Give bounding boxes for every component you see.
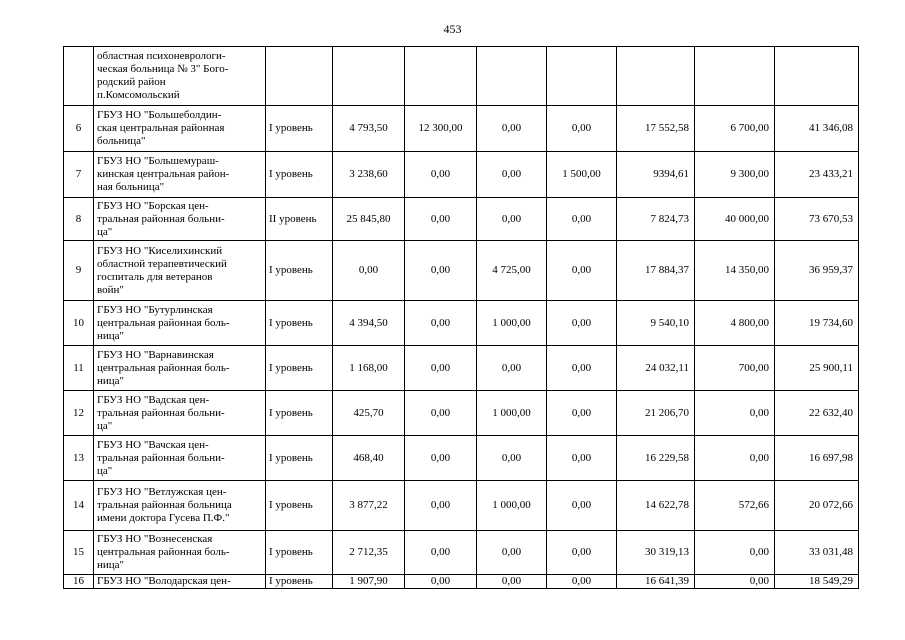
value-cell: 1 000,00: [477, 481, 547, 531]
level-cell: [266, 47, 333, 106]
table-row: [64, 47, 859, 106]
value-cell: 0,00: [477, 436, 547, 481]
value-cell: 33 031,48: [775, 531, 859, 575]
value-cell: 41 346,08: [775, 106, 859, 152]
value-cell: 9 300,00: [695, 152, 775, 198]
value-cell: 468,40: [333, 436, 405, 481]
value-cell: 19 734,60: [775, 301, 859, 346]
value-cell: 14 350,00: [695, 241, 775, 301]
value-cell: 4 800,00: [695, 301, 775, 346]
value-cell: 700,00: [695, 346, 775, 391]
value-cell: 17 552,58: [617, 106, 695, 152]
row-number-cell: 13: [64, 436, 94, 481]
table-row: [64, 346, 859, 391]
value-cell: [547, 47, 617, 106]
value-cell: 7 824,73: [617, 198, 695, 241]
value-cell: 0,00: [547, 198, 617, 241]
value-cell: 0,00: [477, 531, 547, 575]
value-cell: 0,00: [405, 301, 477, 346]
table-row: [64, 198, 859, 241]
level-cell: I уровень: [266, 346, 333, 391]
value-cell: 0,00: [695, 436, 775, 481]
level-cell: I уровень: [266, 436, 333, 481]
row-number-cell: 9: [64, 241, 94, 301]
hospital-funding-table: [63, 46, 859, 589]
level-cell: I уровень: [266, 241, 333, 301]
value-cell: [405, 47, 477, 106]
institution-name-cell: ГБУЗ НО "Киселихинский областной терапевтический госпиталь для ветеранов войн": [94, 241, 266, 301]
value-cell: 0,00: [547, 531, 617, 575]
level-cell: I уровень: [266, 391, 333, 436]
table-row: [64, 436, 859, 481]
value-cell: 0,00: [477, 346, 547, 391]
value-cell: 73 670,53: [775, 198, 859, 241]
value-cell: [695, 47, 775, 106]
level-cell: I уровень: [266, 301, 333, 346]
value-cell: 0,00: [695, 391, 775, 436]
value-cell: 12 300,00: [405, 106, 477, 152]
value-cell: 0,00: [477, 575, 547, 589]
table-row: [64, 575, 859, 589]
row-number-cell: 16: [64, 575, 94, 589]
row-number-cell: 7: [64, 152, 94, 198]
value-cell: 425,70: [333, 391, 405, 436]
value-cell: 0,00: [405, 575, 477, 589]
row-number-cell: 15: [64, 531, 94, 575]
institution-name-cell: ГБУЗ НО "Варнавинская центральная районная боль- ница": [94, 346, 266, 391]
institution-name-cell: областная психоневрологи- ческая больница № 3" Бого- родский район п.Комсомольский: [94, 47, 266, 106]
row-number-cell: 14: [64, 481, 94, 531]
value-cell: 0,00: [477, 106, 547, 152]
row-number-cell: 8: [64, 198, 94, 241]
level-cell: I уровень: [266, 531, 333, 575]
value-cell: [775, 47, 859, 106]
value-cell: 16 697,98: [775, 436, 859, 481]
value-cell: 2 712,35: [333, 531, 405, 575]
value-cell: 0,00: [547, 106, 617, 152]
value-cell: 1 500,00: [547, 152, 617, 198]
table-row: [64, 391, 859, 436]
value-cell: 0,00: [547, 481, 617, 531]
value-cell: 0,00: [405, 391, 477, 436]
value-cell: 4 793,50: [333, 106, 405, 152]
institution-name-cell: ГБУЗ НО "Большеболдин- ская центральная районная больница": [94, 106, 266, 152]
value-cell: 0,00: [547, 241, 617, 301]
value-cell: 17 884,37: [617, 241, 695, 301]
value-cell: 1 907,90: [333, 575, 405, 589]
value-cell: 0,00: [333, 241, 405, 301]
value-cell: 0,00: [547, 436, 617, 481]
value-cell: 0,00: [547, 301, 617, 346]
value-cell: 0,00: [477, 198, 547, 241]
value-cell: 0,00: [547, 391, 617, 436]
value-cell: 21 206,70: [617, 391, 695, 436]
value-cell: 0,00: [405, 241, 477, 301]
institution-name-cell: ГБУЗ НО "Ветлужская цен- тральная районная больница имени доктора Гусева П.Ф.": [94, 481, 266, 531]
value-cell: [477, 47, 547, 106]
value-cell: 40 000,00: [695, 198, 775, 241]
level-cell: I уровень: [266, 575, 333, 589]
institution-name-cell: ГБУЗ НО "Борская цен- тральная районная больни- ца": [94, 198, 266, 241]
table-row: [64, 152, 859, 198]
level-cell: I уровень: [266, 152, 333, 198]
table-row: [64, 301, 859, 346]
level-cell: I уровень: [266, 481, 333, 531]
value-cell: 24 032,11: [617, 346, 695, 391]
value-cell: [333, 47, 405, 106]
table-row: [64, 106, 859, 152]
value-cell: 3 238,60: [333, 152, 405, 198]
value-cell: 25 845,80: [333, 198, 405, 241]
value-cell: 14 622,78: [617, 481, 695, 531]
value-cell: 0,00: [405, 436, 477, 481]
level-cell: II уровень: [266, 198, 333, 241]
value-cell: 22 632,40: [775, 391, 859, 436]
value-cell: 9 540,10: [617, 301, 695, 346]
value-cell: 25 900,11: [775, 346, 859, 391]
value-cell: [617, 47, 695, 106]
value-cell: 30 319,13: [617, 531, 695, 575]
page-number: 453: [443, 22, 462, 36]
value-cell: 23 433,21: [775, 152, 859, 198]
institution-name-cell: ГБУЗ НО "Вознесенская центральная районная боль- ница": [94, 531, 266, 575]
value-cell: 0,00: [405, 152, 477, 198]
value-cell: 36 959,37: [775, 241, 859, 301]
value-cell: 0,00: [695, 575, 775, 589]
value-cell: 4 394,50: [333, 301, 405, 346]
value-cell: 0,00: [547, 346, 617, 391]
value-cell: 0,00: [695, 531, 775, 575]
table-row: [64, 241, 859, 301]
value-cell: 3 877,22: [333, 481, 405, 531]
value-cell: 0,00: [405, 531, 477, 575]
value-cell: 1 000,00: [477, 301, 547, 346]
value-cell: 1 000,00: [477, 391, 547, 436]
institution-name-cell: ГБУЗ НО "Володарская цен-: [94, 575, 266, 589]
value-cell: 4 725,00: [477, 241, 547, 301]
value-cell: 0,00: [405, 481, 477, 531]
table-row: [64, 531, 859, 575]
value-cell: 16 229,58: [617, 436, 695, 481]
row-number-cell: [64, 47, 94, 106]
value-cell: 16 641,39: [617, 575, 695, 589]
value-cell: 18 549,29: [775, 575, 859, 589]
value-cell: 9394,61: [617, 152, 695, 198]
table-row: [64, 481, 859, 531]
institution-name-cell: ГБУЗ НО "Вадская цен- тральная районная больни- ца": [94, 391, 266, 436]
row-number-cell: 12: [64, 391, 94, 436]
row-number-cell: 6: [64, 106, 94, 152]
value-cell: 572,66: [695, 481, 775, 531]
institution-name-cell: ГБУЗ НО "Большемураш- кинская центральная район- ная больница": [94, 152, 266, 198]
value-cell: 0,00: [405, 198, 477, 241]
value-cell: 0,00: [405, 346, 477, 391]
value-cell: 20 072,66: [775, 481, 859, 531]
value-cell: 1 168,00: [333, 346, 405, 391]
value-cell: 6 700,00: [695, 106, 775, 152]
institution-name-cell: ГБУЗ НО "Вачская цен- тральная районная больни- ца": [94, 436, 266, 481]
row-number-cell: 10: [64, 301, 94, 346]
value-cell: 0,00: [547, 575, 617, 589]
institution-name-cell: ГБУЗ НО "Бутурлинская центральная районная боль- ница": [94, 301, 266, 346]
value-cell: 0,00: [477, 152, 547, 198]
row-number-cell: 11: [64, 346, 94, 391]
level-cell: I уровень: [266, 106, 333, 152]
